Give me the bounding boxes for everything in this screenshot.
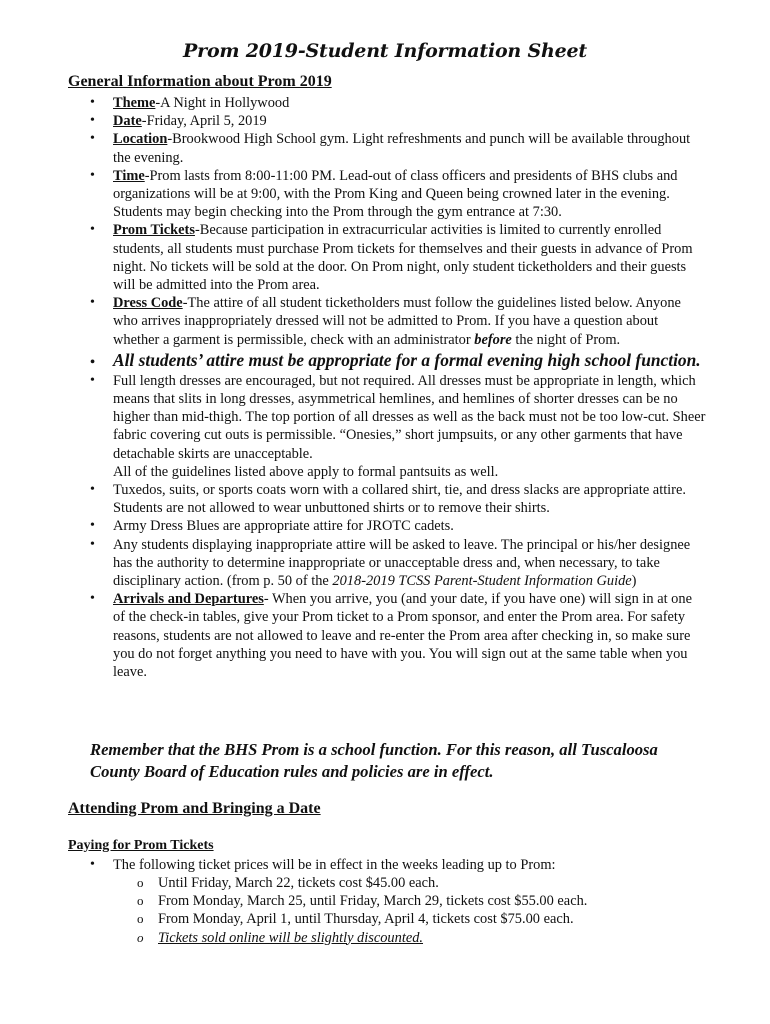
theme-text: -A Night in Hollywood [155, 95, 290, 111]
list-item-dresses [0, 372, 770, 481]
time-label: Time [113, 167, 145, 184]
dress-code-label: Dress Code [113, 295, 183, 312]
general-info-list [0, 94, 770, 681]
tickets-label: Prom Tickets [113, 222, 195, 239]
price-item-online: o Tickets sold online will be slightly discounted. [0, 929, 770, 947]
tickets-text: -Because participation in extracurricular activities is limited to currently enrolled students, all students must purchase Prom tickets for themselves and their guests in advance of Prom night. No tickets will be sold at the door. On Prom night, only student ticketholders and their guests will be admitted into the Prom area. [113, 222, 693, 294]
dress-code-emphasis: before [474, 331, 512, 348]
list-item-date [0, 112, 770, 130]
arrivals-label: Arrivals and Departures [113, 591, 264, 608]
subheading-paying: Paying for Prom Tickets [68, 838, 214, 853]
page-title: Prom 2019-Student Information Sheet [183, 40, 587, 62]
list-item-inappropriate [0, 536, 770, 591]
time-text: -Prom lasts from 8:00-11:00 PM. Lead-out of class officers and presidents of BHS clubs and organizations will be at 9:00, with the Prom King and Queen being crowned later in the evening. Students may begin checking into the Prom through the gym entrance at 7:30. [113, 167, 678, 221]
reminder-note: Remember that the BHS Prom is a school function. For this reason, all Tuscaloosa County Board of Education rules and policies are in effect. [90, 740, 658, 781]
list-item-arrivals [0, 590, 770, 681]
list-item-time [0, 167, 770, 222]
paying-list [0, 856, 770, 874]
list-item-prices-intro: • The following ticket prices will be in effect in the weeks leading up to Prom: [0, 856, 770, 874]
price-item: o From Monday, April 1, until Thursday, April 4, tickets cost $75.00 each. [0, 910, 770, 928]
guide-title: 2018-2019 TCSS Parent-Student Information Guide [332, 573, 632, 590]
dress-code-text: -The attire of all student ticketholders must follow the guidelines listed below. Anyone who arrives inappropriately dressed will not be admitted to Prom. If you have a question about whether a garment is permissible, check with an administrator [113, 295, 681, 348]
list-item-army: • Army Dress Blues are appropriate attire for JROTC cadets. [0, 517, 770, 535]
price-list [0, 874, 770, 947]
dress-code-text-end: the night of Prom. [511, 331, 621, 348]
dresses-text: Full length dresses are encouraged, but not required. All dresses must be appropriate in length, which means that slits in long dresses, asymmetrical hemlines, and hemlines of shorter dresses can be no higher than mid-thigh. The top portion of all dresses as well as the back must not be too low-cut. Sheer fabric covering cut outs is permissible. “Onesies,” short jumpsuits, or any other garments that have detachable skirts are unacceptable. [113, 372, 706, 462]
list-item-dress-code [0, 294, 770, 349]
section-heading-attending: Attending Prom and Bringing a Date [68, 800, 321, 817]
inappropriate-text-end: ) [631, 573, 637, 590]
list-item-tickets [0, 221, 770, 294]
section-heading-general: General Information about Prom 2019 [68, 73, 332, 90]
location-text: -Brookwood High School gym. Light refreshments and punch will be available throughout the evening. [113, 131, 691, 166]
list-item-theme [0, 94, 770, 112]
arrivals-text: - When you arrive, you (and your date, if you have one) will sign in at one of the check-in tables, give your Prom ticket to a Prom sponsor, and enter the Prom area. For safety reasons, students are not allowed to leave and re-enter the Prom area after checking in, so make sure you do not forget anything you need to have with you. You will sign out at the same table when you leave. [113, 591, 692, 681]
location-label: Location [113, 131, 168, 148]
list-item-tuxedos: • Tuxedos, suits, or sports coats worn with a collared shirt, tie, and dress slacks are appropriate attire. Students are not allowed to wear unbuttoned shirts or to remove their shirts. [0, 481, 770, 517]
theme-label: Theme [113, 95, 156, 111]
list-item-formal-note: • All students’ attire must be appropriate for a formal evening high school function. [0, 350, 770, 371]
pantsuits-text: All of the guidelines listed above apply to formal pantsuits as well. [113, 463, 499, 480]
price-item: o From Monday, March 25, until Friday, March 29, tickets cost $55.00 each. [0, 892, 770, 910]
list-item-location [0, 130, 770, 166]
price-item: o Until Friday, March 22, tickets cost $45.00 each. [0, 874, 770, 892]
inappropriate-text: Any students displaying inappropriate attire will be asked to leave. The principal or his/her designee has the authority to determine inappropriate or unacceptable dress and, when necessary, to take disciplinary action. (from p. 50 of the [113, 536, 691, 590]
date-text: -Friday, April 5, 2019 [141, 113, 267, 130]
date-label: Date [113, 113, 142, 130]
